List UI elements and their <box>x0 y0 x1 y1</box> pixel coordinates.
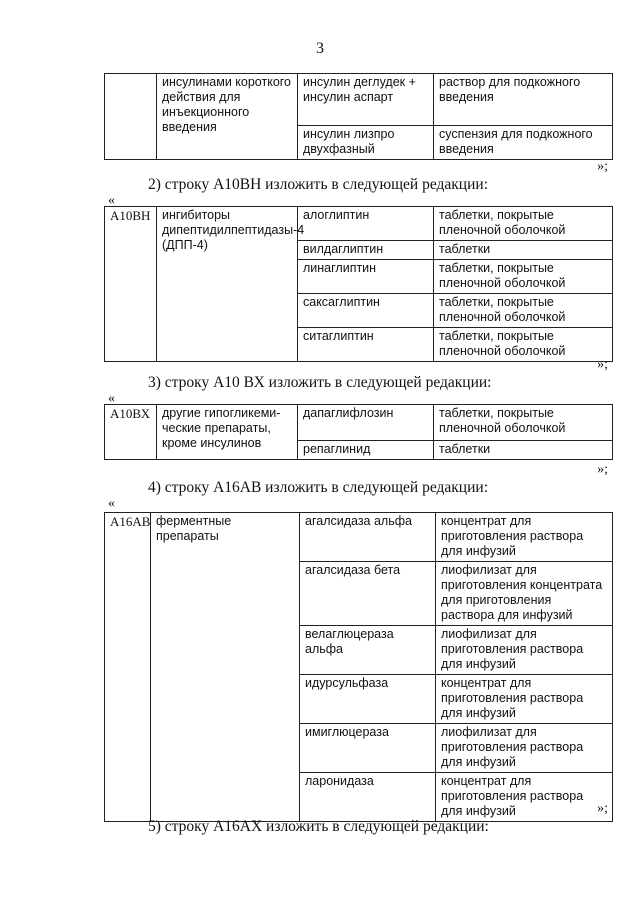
form-cell: таблетки, покрытые пленочной оболочкой <box>434 260 613 294</box>
table-insulins-continued <box>104 73 613 160</box>
instruction-5: 5) строку А16АХ изложить в следующей редакции: <box>148 818 489 835</box>
opening-quote: « <box>108 193 115 208</box>
instruction-4: 4) строку А16АВ изложить в следующей редакции: <box>148 479 489 496</box>
instruction-2: 2) строку А10ВН изложить в следующей редакции: <box>148 176 489 193</box>
group-cell: ингибиторы дипептидилпептидазы-4 (ДПП-4) <box>157 207 298 362</box>
code-cell: А10ВН <box>105 207 157 362</box>
drug-cell: велаглюцераза альфа <box>300 626 436 675</box>
form-cell: таблетки, покрытые пленочной оболочкой <box>434 294 613 328</box>
closing-quote: »; <box>597 801 608 816</box>
drug-cell: алоглиптин <box>298 207 434 241</box>
closing-quote: »; <box>597 159 608 174</box>
form-cell: лиофилизат для приготовления концентрата для приготовления раствора для инфузий <box>436 562 613 626</box>
table-row <box>105 207 613 241</box>
form-cell: лиофилизат для приготовления раствора для инфузий <box>436 626 613 675</box>
form-cell: раствор для подкожного введения <box>434 74 613 126</box>
code-cell <box>105 74 157 160</box>
form-cell: концентрат для приготовления раствора для инфузий <box>436 773 613 822</box>
code-cell: А16АВ <box>105 513 151 822</box>
drug-cell: агалсидаза альфа <box>300 513 436 562</box>
table-row <box>105 74 613 126</box>
form-cell: таблетки, покрытые пленочной оболочкой <box>434 207 613 241</box>
drug-cell: ларонидаза <box>300 773 436 822</box>
drug-cell: инсулин деглудек + инсулин аспарт <box>298 74 434 126</box>
table-row <box>105 405 613 441</box>
form-cell: таблетки <box>434 441 613 460</box>
drug-cell: ситаглиптин <box>298 328 434 362</box>
opening-quote: « <box>108 391 115 406</box>
code-cell: А10ВХ <box>105 405 157 460</box>
form-cell: концентрат для приготовления раствора для инфузий <box>436 513 613 562</box>
drug-cell: вилдаглиптин <box>298 241 434 260</box>
table-a10bh <box>104 206 613 362</box>
table-a10bx <box>104 404 613 460</box>
closing-quote: »; <box>597 462 608 477</box>
drug-cell: дапаглифлозин <box>298 405 434 441</box>
drug-cell: линаглиптин <box>298 260 434 294</box>
drug-cell: идурсульфаза <box>300 675 436 724</box>
form-cell: таблетки, покрытые пленочной оболочкой <box>434 328 613 362</box>
closing-quote: »; <box>597 357 608 372</box>
form-cell: таблетки <box>434 241 613 260</box>
drug-cell: инсулин лизпро двухфазный <box>298 126 434 160</box>
form-cell: таблетки, покрытые пленочной оболочкой <box>434 405 613 441</box>
drug-cell: репаглинид <box>298 441 434 460</box>
opening-quote: « <box>108 496 115 511</box>
instruction-3: 3) строку А10 ВХ изложить в следующей редакции: <box>148 374 492 391</box>
drug-cell: агалсидаза бета <box>300 562 436 626</box>
form-cell: концентрат для приготовления раствора для инфузий <box>436 675 613 724</box>
group-cell: ферментные препараты <box>151 513 300 822</box>
table-a16ab <box>104 512 613 822</box>
group-cell: инсулинами короткого действия для инъекционного введения <box>157 74 298 160</box>
drug-cell: саксаглиптин <box>298 294 434 328</box>
drug-cell: имиглюцераза <box>300 724 436 773</box>
form-cell: суспензия для подкожного введения <box>434 126 613 160</box>
group-cell: другие гипогликеми-ческие препараты, кроме инсулинов <box>157 405 298 460</box>
page-number: 3 <box>316 40 324 57</box>
table-row <box>105 513 613 562</box>
form-cell: лиофилизат для приготовления раствора для инфузий <box>436 724 613 773</box>
